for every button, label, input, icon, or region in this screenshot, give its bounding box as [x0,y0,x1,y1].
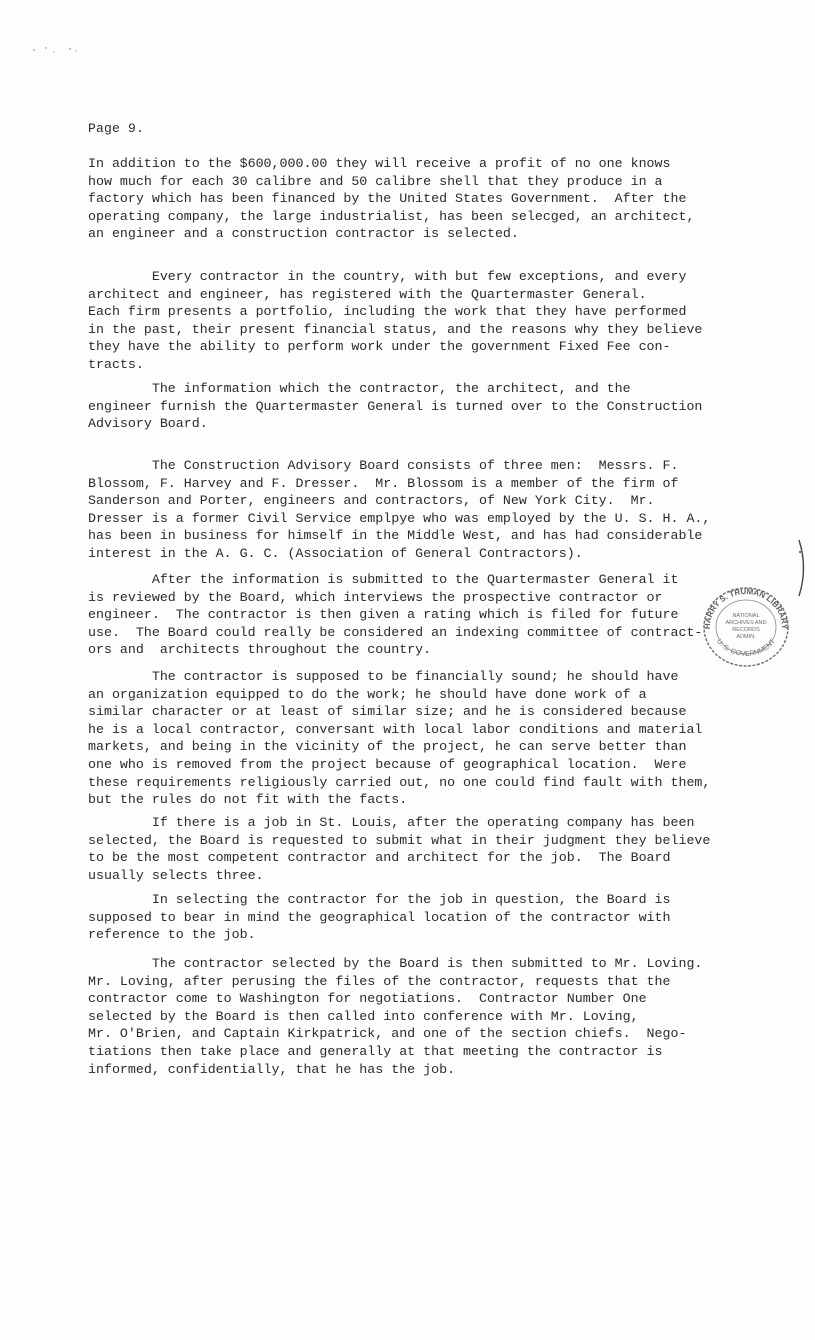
stamp-center-line-1: NATIONAL [732,613,760,619]
paragraph-2: Every contractor in the country, with but few exceptions, and every architect and engineer, has registered with the Quartermaster General. Each firm presents a portfolio, including the work that they have performed in the past, their present financial status, and the reasons why they believe they have the ability to perform work under the government Fixed Fee con- tracts. [88,269,703,372]
paragraph-5: After the information is submitted to the Quartermaster General it is reviewed by the Board, which interviews the prospective contractor or engineer. The contractor is then given a rating which is filed for future use. The Board could really be considered an indexing committee of contract- ors and architects throughout the country. [88,572,703,658]
paragraph-8: In selecting the contractor for the job in question, the Board is supposed to bear in mind the geographical location of the contractor with reference to the job. [88,892,671,943]
paragraph-6: The contractor is supposed to be financially sound; he should have an organization equipped to do the work; he should have done work of a similar character or at least of similar size; and he is considered because he is a local contractor, conversant with local labor conditions and material markets, and being in the vicinity of the project, he can serve better than one who is removed from the project because of geographical location. Were these requirements religiously carried out, no one could find fault with them, but the rules do not fit with the facts. [88,669,711,808]
stamp-bottom-text: U. S. GOVERNMENT [715,638,777,658]
stamp-center-line-3: RECORDS [732,627,760,633]
paper-specks [30,40,90,60]
page-number: Page 9. [88,121,145,136]
paragraph-9: The contractor selected by the Board is then submitted to Mr. Loving. Mr. Loving, after perusing the files of the contractor, requests that the contractor come to Washington for negotiations. Contractor Number One selected by the Board is then called into conference with Mr. Loving, Mr. O'Brien, and Captain Kirkpatrick, and one of the section chiefs. Nego- tiations then take place and generally at that meeting the contractor is informed, confidentially, that he has the job. [88,956,703,1077]
paragraph-1: In addition to the $600,000.00 they will receive a profit of no one knows how much for each 30 calibre and 50 calibre shell that they produce in a factory which has been financed by the United States Government. After the operating company, the large industrialist, has been selecged, an architect, an engineer and a construction contractor is selected. [88,156,695,242]
svg-text:U. S. GOVERNMENT [715,638,777,658]
stamp-center-line-2: ARCHIVES AND [725,620,767,626]
stamp-center-line-4: ADMIN. [736,634,756,640]
paragraph-3: The information which the contractor, the architect, and the engineer furnish the Quartermaster General is turned over to the Construction Advisory Board. [88,381,703,432]
paragraph-7: If there is a job in St. Louis, after the operating company has been selected, the Board is requested to submit what in their judgment they believe to be the most competent contractor and architect for the job. The Board usually selects three. [88,815,711,883]
paragraph-4: The Construction Advisory Board consists of three men: Messrs. F. Blossom, F. Harvey and F. Dresser. Mr. Blossom is a member of the firm of Sanderson and Porter, engineers and contractors, of New York City. Mr. Dresser is a former Civil Service emplpye who was employed by the U. S. H. A., has been in business for himself in the Middle West, and has had considerable interest in the A. G. C. (Association of General Contractors). [88,458,711,561]
archive-stamp [700,584,792,668]
stamp-ring-text: HARRY S. TRUMAN LIBRARY [702,586,790,630]
margin-bracket-mark [796,538,810,598]
